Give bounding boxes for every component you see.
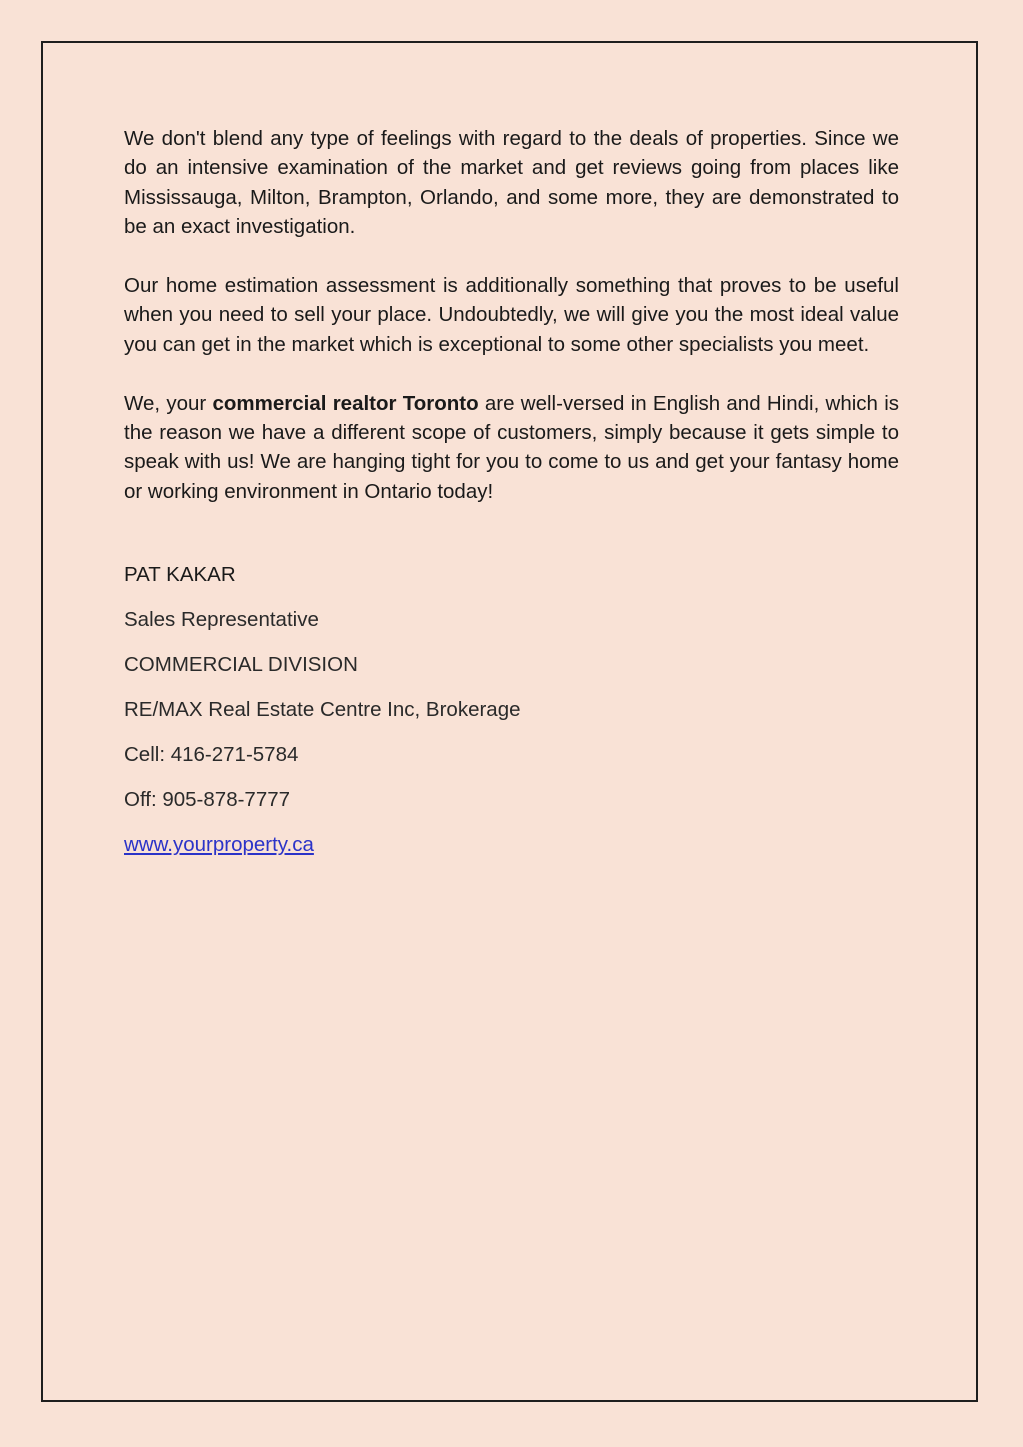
document-body [124,124,899,877]
paragraph-3-rest: are well-versed in English and Hindi, which is the reason we have a different scope of customers, simply because it gets simple to speak with us! We are hanging tight for you to come to us and get your fantasy home or working environment in Ontario today! [124,391,899,503]
signature-title: Sales Representative [124,608,319,632]
signature-name: PAT KAKAR [124,563,236,587]
signature-block [124,562,899,857]
signature-division: COMMERCIAL DIVISION [124,653,358,677]
signature-cell-phone: Cell: 416-271-5784 [124,743,299,767]
keyword-commercial-realtor: commercial realtor Toronto [212,391,479,415]
paragraph-1: We don't blend any type of feelings with regard to the deals of properties. Since we do an intensive examination of the market and get reviews going from places like Mississauga, Milton, Brampton, Orlando, and some more, they are demonstrated to be an exact investigation. [124,127,899,239]
paragraph-3 [124,389,899,507]
signature-company: RE/MAX Real Estate Centre Inc, Brokerage [124,698,521,722]
paragraph-3-lead: We, your [124,391,207,415]
website-link[interactable]: www.yourproperty.ca [124,833,314,857]
paragraph-2: Our home estimation assessment is additionally something that proves to be useful when you need to sell your place. Undoubtedly, we will give you the most ideal value you can get in the market which is exceptional to some other specialists you meet. [124,274,899,356]
signature-office-phone: Off: 905-878-7777 [124,788,291,812]
